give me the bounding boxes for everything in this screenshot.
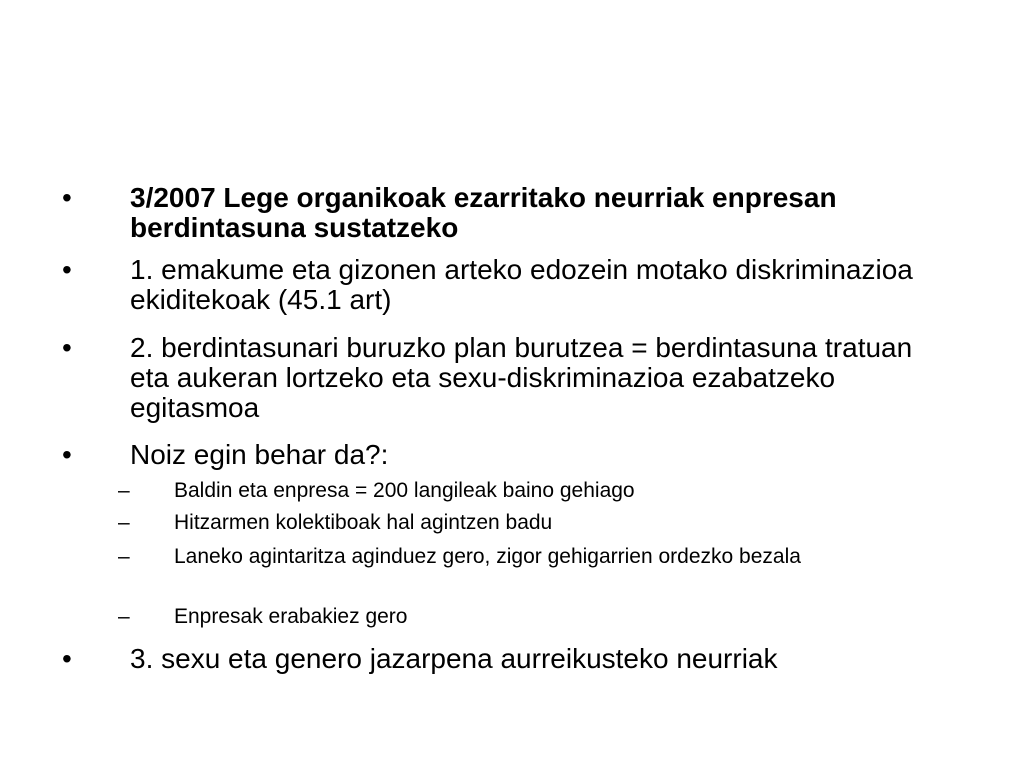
dash-icon: –: [118, 545, 130, 568]
bullet-text-5: 3. sexu eta genero jazarpena aurreikusteko neurriak: [130, 643, 778, 674]
bullet-text-3: 2. berdintasunari buruzko plan burutzea = berdintasuna tratuan eta aukeran lortzeko eta sexu-diskriminazioa ezabatzeko egitasmoa: [130, 332, 913, 423]
sub-item-text-3: Laneko agintaritza aginduez gero, zigor gehigarrien ordezko bezala: [174, 545, 801, 568]
dash-icon: –: [118, 479, 130, 502]
bullet-text-2: 1. emakume eta gizonen arteko edozein motako diskriminazioa ekiditekoak (45.1 art): [130, 254, 913, 315]
bullet-icon: •: [62, 643, 72, 674]
sub-item-text-1: Baldin eta enpresa = 200 langileak baino gehiago: [174, 479, 635, 502]
bullet-icon: •: [62, 254, 72, 285]
dash-icon: –: [118, 511, 130, 534]
bullet-text-4: Noiz egin behar da?:: [130, 439, 389, 470]
bullet-text-1: 3/2007 Lege organikoak ezarritako neurriak enpresan berdintasuna sustatzeko: [130, 182, 837, 243]
sub-item-text-4: Enpresak erabakiez gero: [174, 605, 408, 628]
dash-icon: –: [118, 605, 130, 628]
sub-item-text-2: Hitzarmen kolektiboak hal agintzen badu: [174, 511, 553, 534]
bullet-icon: •: [62, 439, 72, 470]
bullet-icon: •: [62, 182, 72, 213]
bullet-icon: •: [62, 332, 72, 363]
